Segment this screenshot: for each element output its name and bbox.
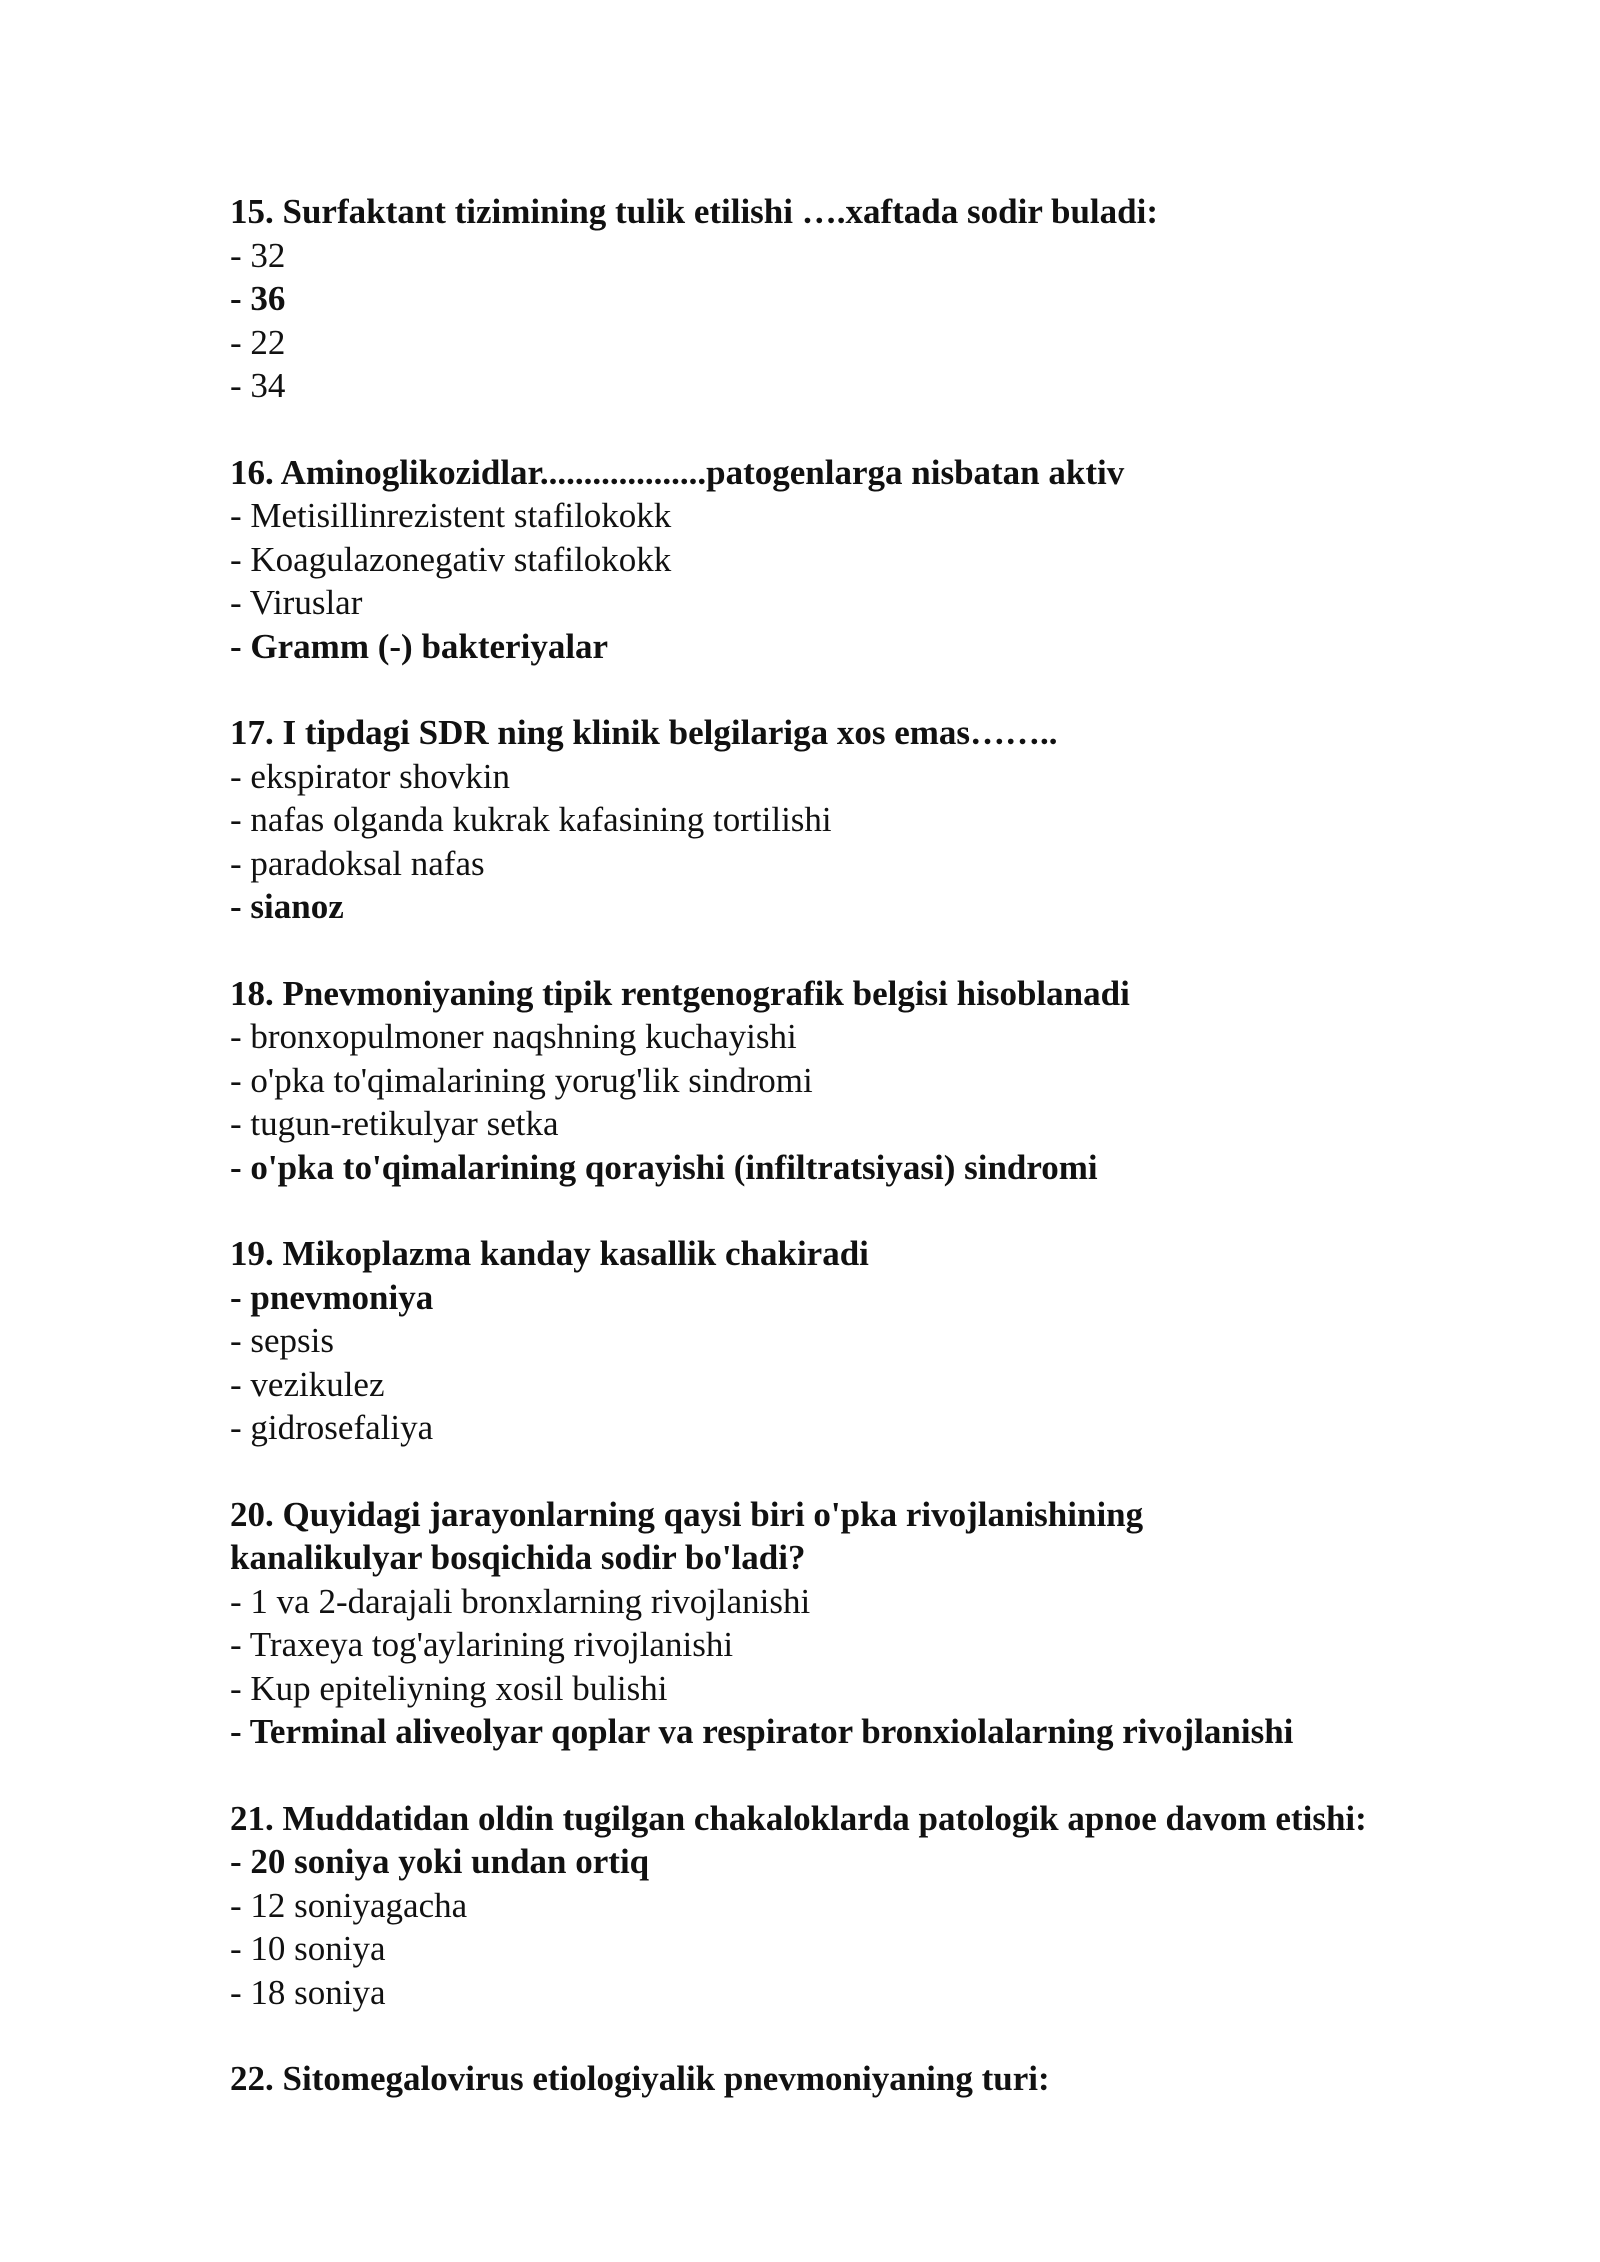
answer-option: - 12 soniyagacha <box>230 1885 468 1925</box>
question-title <box>230 2057 1530 2101</box>
answer-option: - Traxeya tog'aylarining rivojlanishi <box>230 1625 734 1664</box>
question-title <box>230 190 1530 234</box>
question-block <box>230 451 1530 669</box>
answer-option: - 32 <box>230 235 286 275</box>
question-title <box>230 972 1530 1016</box>
question-title-line: 18. Pnevmoniyaning tipik rentgenografik belgisi hisoblanadi <box>230 973 1130 1013</box>
answer-option-correct: - Terminal aliveolyar qoplar va respirator bronxiolalarning rivojlanishi <box>230 1712 1294 1751</box>
question-title-line: 20. Quyidagi jarayonlarning qaysi biri o'pka rivojlanishining <box>230 1494 1144 1534</box>
answer-option-correct: - sianoz <box>230 887 344 926</box>
answer-option: - gidrosefaliya <box>230 1408 434 1447</box>
question-block <box>230 711 1530 929</box>
answer-option: - ekspirator shovkin <box>230 756 510 796</box>
question-block <box>230 972 1530 1190</box>
question-block <box>230 1493 1530 1754</box>
answer-option-correct: - 20 soniya yoki undan ortiq <box>230 1842 650 1881</box>
question-title <box>230 1493 1530 1580</box>
question-title-line: 19. Mikoplazma kanday kasallik chakiradi <box>230 1234 869 1273</box>
answer-option-correct: - 36 <box>230 279 286 318</box>
answer-option: - Koagulazonegativ stafilokokk <box>230 539 672 579</box>
answer-option: - nafas olganda kukrak kafasining tortilishi <box>230 800 832 839</box>
answer-option: - 1 va 2-darajali bronxlarning rivojlanishi <box>230 1581 811 1621</box>
question-block <box>230 1232 1530 1450</box>
question-block <box>230 2057 1530 2101</box>
answer-option: - Kup epiteliyning xosil bulishi <box>230 1668 668 1708</box>
answer-option: - sepsis <box>230 1321 335 1360</box>
answer-option: - 18 soniya <box>230 1972 386 2012</box>
question-title-line: 16. Aminoglikozidlar...................patogenlarga nisbatan aktiv <box>230 452 1125 492</box>
question-title-line: 15. Surfaktant tizimining tulik etilishi ….xaftada sodir buladi: <box>230 192 1158 231</box>
answer-option: - vezikulez <box>230 1364 385 1404</box>
answer-option: - Metisillinrezistent stafilokokk <box>230 496 672 535</box>
question-title-line: kanalikulyar bosqichida sodir bo'ladi? <box>230 1538 806 1577</box>
answer-option: - bronxopulmoner naqshning kuchayishi <box>230 1017 797 1056</box>
question-block <box>230 1797 1530 2015</box>
document-page <box>230 190 1530 2144</box>
question-title <box>230 1797 1530 1841</box>
question-block <box>230 190 1530 408</box>
answer-option: - o'pka to'qimalarining yorug'lik sindromi <box>230 1060 813 1100</box>
question-title-line: 22. Sitomegalovirus etiologiyalik pnevmoniyaning turi: <box>230 2059 1050 2098</box>
answer-option: - Viruslar <box>230 583 363 622</box>
answer-option: - 22 <box>230 322 286 362</box>
question-title <box>230 711 1530 755</box>
answer-option-correct: - o'pka to'qimalarining qorayishi (infiltratsiyasi) sindromi <box>230 1147 1098 1187</box>
question-title-line: 21. Muddatidan oldin tugilgan chakaloklarda patologik apnoe davom etishi: <box>230 1798 1367 1838</box>
answer-option: - tugun-retikulyar setka <box>230 1104 559 1143</box>
answer-option: - paradoksal nafas <box>230 843 485 883</box>
answer-option: - 34 <box>230 366 286 405</box>
answer-option-correct: - Gramm (-) bakteriyalar <box>230 626 609 666</box>
answer-option-correct: - pnevmoniya <box>230 1277 434 1317</box>
question-title <box>230 451 1530 495</box>
question-title-line: 17. I tipdagi SDR ning klinik belgilariga xos emas…….. <box>230 713 1058 752</box>
answer-option: - 10 soniya <box>230 1929 386 1968</box>
question-title <box>230 1232 1530 1276</box>
